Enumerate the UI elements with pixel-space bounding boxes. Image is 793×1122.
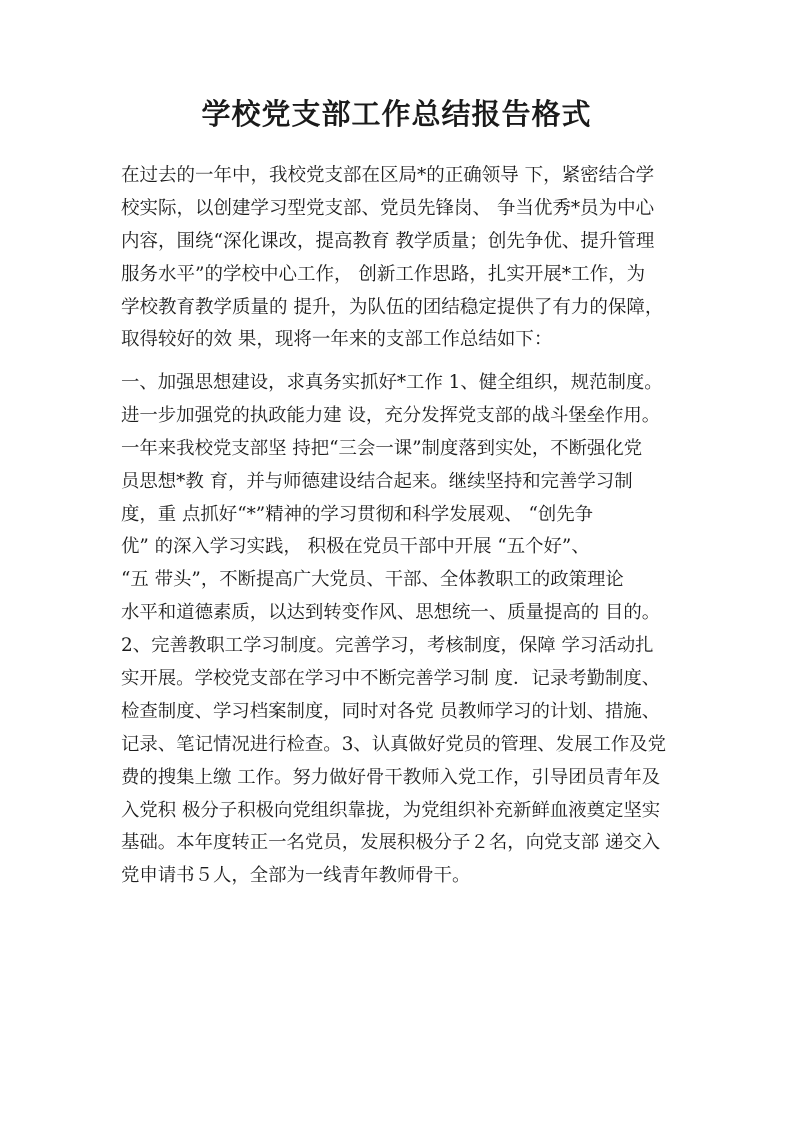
text-line: 水平和道德素质，以达到转变作风、思想统一、质量提高的 目的。 [121, 602, 661, 624]
text-line: 在过去的一年中，我校党支部在区局*的正确领导 下，紧密结合学 [121, 165, 655, 186]
text-line: 员思想*教 育，并与师德建设结合起来。继续坚持和完善学习制 [121, 470, 633, 492]
text-line: 校实际，以创建学习型党支部、党员先锋岗、 争当优秀*员为中心 [121, 197, 655, 219]
text-line: 一年来我校党支部坚 持把“三会一课”制度落到实处，不断强化党 [121, 437, 643, 459]
text-line: 度，重 点抓好“*”精神的学习贯彻和科学发展观、 “创先争 [121, 503, 594, 525]
document-title: 学校党支部工作总结报告格式 [201, 97, 592, 131]
text-line: 费的搜集上缴 工作。努力做好骨干教师入党工作，引导团员青年及 [121, 766, 661, 788]
text-line: 服务水平”的学校中心工作， 创新工作思路，扎实开展*工作，为 [121, 263, 646, 285]
text-line: 2、完善教职工学习制度。完善学习，考核制度，保障 学习活动扎 [121, 635, 654, 657]
text-line: 党申请书５人，全部为一线青年教师骨干。 [121, 865, 471, 887]
text-line: 实开展。学校党支部在学习中不断完善学习制 度．记录考勤制度、 [121, 668, 661, 690]
text-line: 进一步加强党的执政能力建 设，充分发挥党支部的战斗堡垒作用。 [121, 404, 661, 426]
paragraph-section-one [121, 367, 681, 893]
text-line: 基础。本年度转正一名党员，发展积极分子２名，向党支部 递交入 [121, 832, 661, 854]
text-line: 学校教育教学质量的 提升，为队伍的团结稳定提供了有力的保障， [121, 296, 664, 318]
text-line: 内容，围绕“深化课改，提高教育 教学质量；创先争优、提升管理 [121, 230, 655, 252]
paragraph-intro [121, 160, 681, 357]
text-line: 记录、笔记情况进行检查。3、认真做好党员的管理、发展工作及党 [121, 733, 667, 755]
text-line: 入党积 极分子积极向党组织靠拢，为党组织补充新鲜血液奠定坚实 [121, 799, 661, 821]
text-line: 取得较好的效 果，现将一年来的支部工作总结如下： [121, 329, 553, 351]
text-line: 一、加强思想建设，求真务实抓好*工作 1、健全组织，规范制度。 [121, 372, 663, 393]
text-line: 优” 的深入学习实践， 积极在党员干部中开展 “五个好”、 [121, 536, 590, 558]
text-line: “五 带头”，不断提高广大党员、干部、全体教职工的政策理论 [121, 569, 624, 591]
text-line: 检查制度、学习档案制度，同时对各党 员教师学习的计划、措施、 [121, 700, 661, 722]
